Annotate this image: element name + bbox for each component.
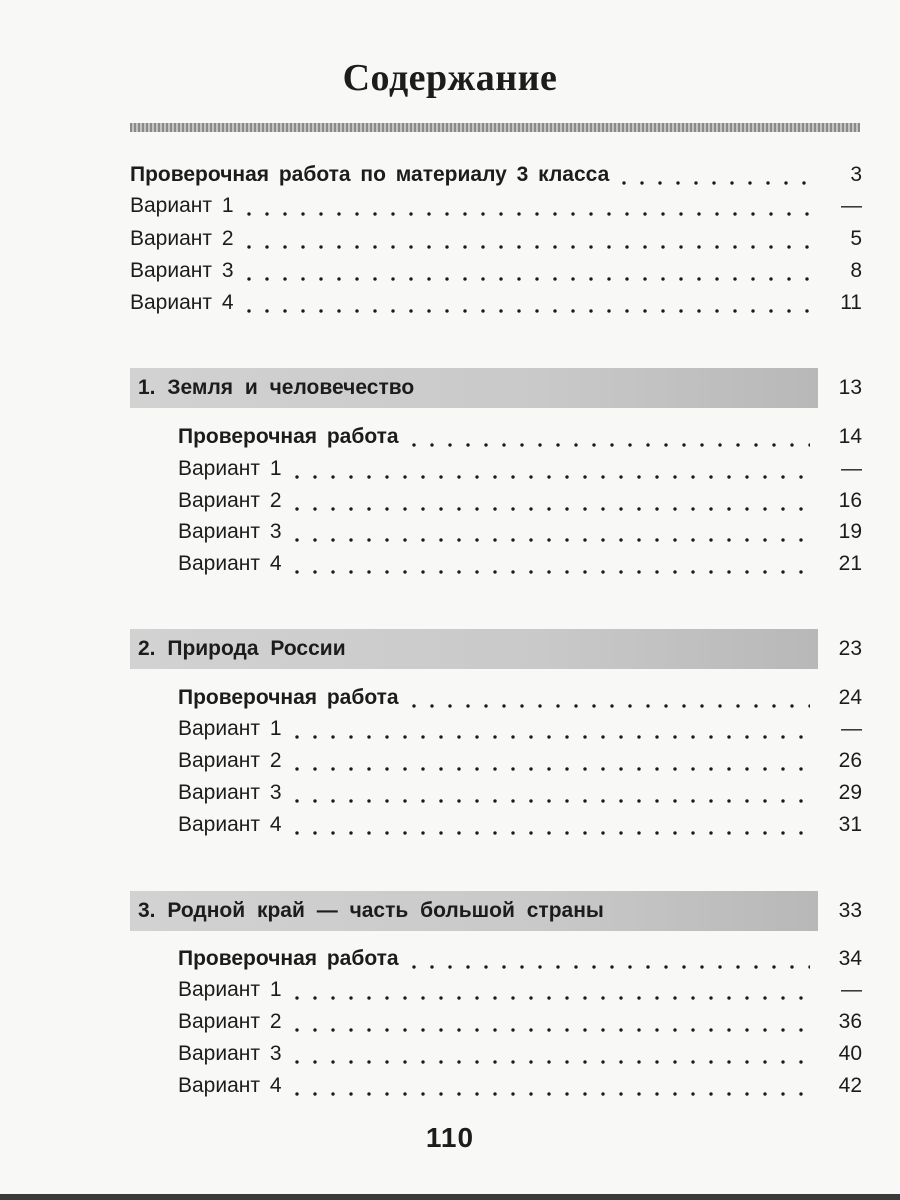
dot-leader (240, 226, 810, 252)
dot-leader (288, 716, 810, 742)
toc-entry-variant (130, 286, 862, 316)
toc-entry-variant (130, 254, 862, 284)
toc-entry-variant (178, 1037, 862, 1067)
toc-entry-label: Вариант 4 (178, 1074, 282, 1097)
toc-chapter-3 (130, 891, 862, 931)
toc-page-number: 5 (850, 227, 862, 250)
toc-page-number: 40 (838, 1042, 862, 1065)
dot-leader (288, 812, 810, 838)
toc-page-number: 24 (838, 686, 862, 709)
toc-page-number: — (841, 194, 862, 217)
toc-page-number: 34 (838, 947, 862, 970)
dot-leader (288, 1073, 810, 1099)
toc-entry-label: Вариант 1 (178, 717, 282, 740)
toc-entry-label: Вариант 2 (178, 1010, 282, 1033)
scan-edge (0, 1194, 900, 1200)
dot-leader (288, 551, 810, 577)
toc-entry-label: Вариант 3 (178, 781, 282, 804)
toc-page-number: — (841, 457, 862, 480)
dot-leader (240, 290, 810, 316)
toc-page-number: 11 (840, 291, 862, 314)
toc-entry-variant (130, 189, 862, 219)
toc-entry-variant (178, 712, 862, 742)
toc-entry-label: Вариант 3 (178, 1042, 282, 1065)
toc-entry-label: Вариант 2 (178, 489, 282, 512)
toc-page-number: 42 (838, 1074, 862, 1097)
toc-entry-variant (178, 515, 862, 545)
toc-page-number: 31 (838, 813, 862, 836)
toc-chapter-2 (130, 629, 862, 669)
toc-chapter-1 (130, 368, 862, 408)
dot-leader (288, 1009, 810, 1035)
page-title: Содержание (342, 57, 558, 99)
chapter-title: 1. Земля и человечество (138, 376, 415, 399)
toc-entry-variant (178, 547, 862, 577)
toc-page-number: 36 (838, 1010, 862, 1033)
toc-page-number: 14 (838, 425, 862, 448)
toc-entry-label: Проверочная работа (178, 425, 399, 448)
toc-entry-variant (178, 776, 862, 806)
toc-page-number: 19 (838, 520, 862, 543)
toc-entry-variant (178, 973, 862, 1003)
chapter-title: 2. Природа России (138, 637, 346, 660)
toc-page-number: 8 (850, 259, 862, 282)
toc-entry-label: Вариант 3 (178, 520, 282, 543)
toc-entry-test (178, 942, 862, 972)
toc-entry-variant (178, 452, 862, 482)
title-rule (130, 123, 860, 132)
toc-page-number: 21 (838, 552, 862, 575)
dot-leader (288, 748, 810, 774)
toc-entry-variant (178, 484, 862, 514)
toc-entry-test (178, 420, 862, 450)
toc-entry-variant (130, 222, 862, 252)
toc-entry-variant (178, 808, 862, 838)
toc-entry-label: Вариант 1 (178, 978, 282, 1001)
dot-leader (405, 685, 810, 711)
dot-leader (405, 946, 810, 972)
toc-entry-intro (130, 158, 862, 188)
dot-leader (405, 424, 810, 450)
toc-entry-label: Вариант 4 (178, 552, 282, 575)
toc-page-number: 26 (838, 749, 862, 772)
toc-entry-label: Вариант 2 (130, 227, 234, 250)
toc-entry-label: Проверочная работа (178, 686, 399, 709)
dot-leader (288, 488, 810, 514)
chapter-title: 3. Родной край — часть большой страны (138, 899, 604, 922)
dot-leader (240, 193, 810, 219)
toc-entry-label: Вариант 1 (178, 457, 282, 480)
toc-page-number: 16 (838, 489, 862, 512)
dot-leader (615, 162, 810, 188)
toc-entry-label: Вариант 1 (130, 194, 234, 217)
toc-page-number: 13 (838, 376, 862, 399)
dot-leader (288, 780, 810, 806)
toc-page-number: 29 (838, 781, 862, 804)
toc-entry-label: Вариант 3 (130, 259, 234, 282)
toc-entry-label: Вариант 4 (178, 813, 282, 836)
toc-page-number: — (841, 978, 862, 1001)
toc-entry-label: Вариант 4 (130, 291, 234, 314)
page-number-footer: 110 (425, 1122, 475, 1153)
toc-entry-variant (178, 1005, 862, 1035)
toc-page-number: 33 (838, 899, 862, 922)
dot-leader (288, 977, 810, 1003)
toc-entry-label: Вариант 2 (178, 749, 282, 772)
toc-entry-label: Проверочная работа (178, 947, 399, 970)
toc-page-number: — (841, 717, 862, 740)
dot-leader (288, 519, 810, 545)
toc-page-number: 3 (850, 163, 862, 186)
toc-page-number: 23 (838, 637, 862, 660)
toc-entry-test (178, 681, 862, 711)
dot-leader (288, 1041, 810, 1067)
toc-entry-variant (178, 1069, 862, 1099)
toc-entry-variant (178, 744, 862, 774)
dot-leader (240, 258, 810, 284)
toc-entry-label: Проверочная работа по материалу 3 класса (130, 163, 610, 186)
dot-leader (288, 456, 810, 482)
